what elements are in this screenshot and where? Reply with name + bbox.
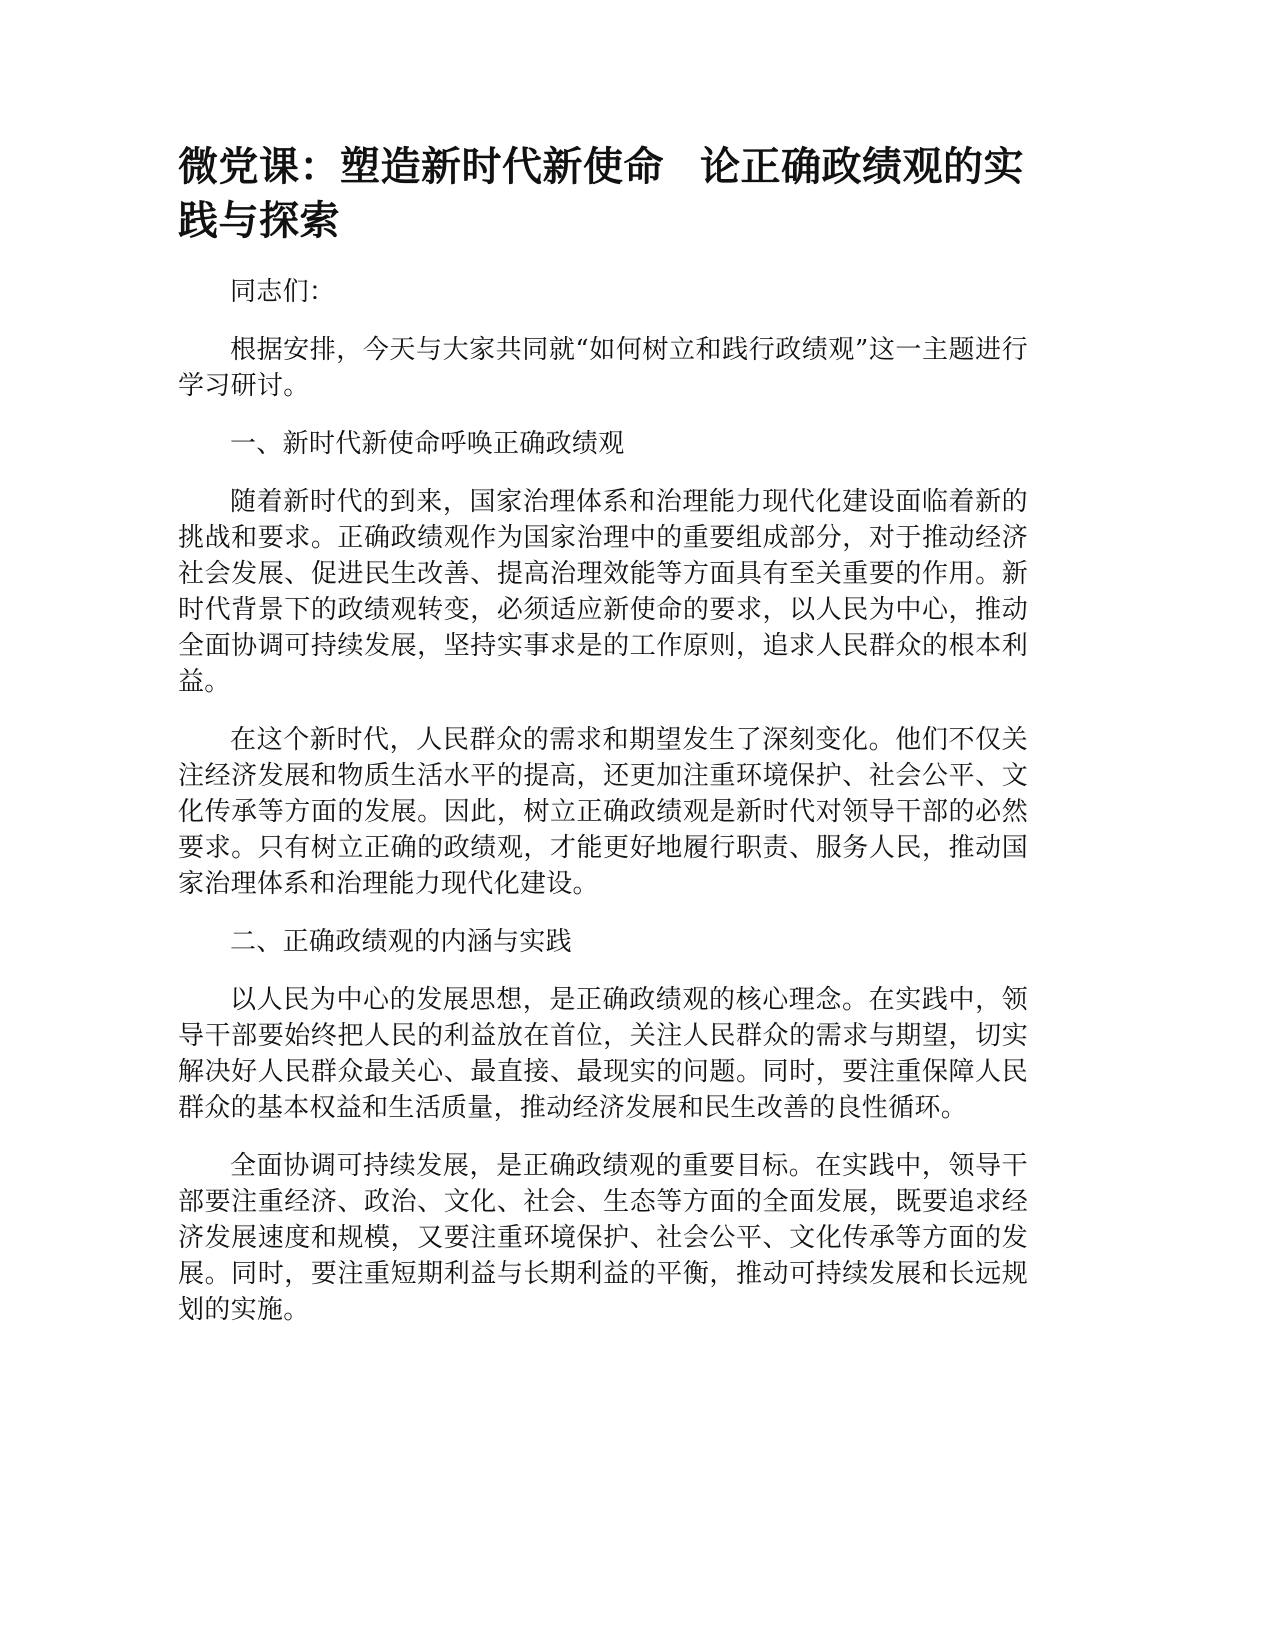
section-2-heading: 二、正确政绩观的内涵与实践 — [230, 927, 572, 957]
section-2-paragraph-2: 全面协调可持续发展，是正确政绩观的重要目标。在实践中，领导干部要注重经济、政治、文化、社会、生态等方面的全面发展，既要追求经济发展速度和规模，又要注重环境保护、社会公平、文化传承等方面的发展。同时，要注重短期利益与长期利益的平衡，推动可持续发展和长远规划的实施。 — [178, 1151, 1028, 1325]
section-2-paragraph-1: 以人民为中心的发展思想，是正确政绩观的核心理念。在实践中，领导干部要始终把人民的利益放在首位，关注人民群众的需求与期望，切实解决好人民群众最关心、最直接、最现实的问题。同时，要注重保障人民群众的基本权益和生活质量，推动经济发展和民生改善的良性循环。 — [178, 985, 1028, 1123]
title-part-2: 论正确政绩观的实践与探索 — [178, 144, 1024, 244]
title-part-1: 微党课：塑造新时代新使命 — [178, 144, 664, 190]
document-page — [178, 140, 1028, 1350]
document-title — [178, 140, 1028, 248]
greeting: 同志们： — [230, 277, 336, 307]
section-1-heading: 一、新时代新使命呼唤正确政绩观 — [230, 429, 625, 459]
section-1-paragraph-2: 在这个新时代，人民群众的需求和期望发生了深刻变化。他们不仅关注经济发展和物质生活水平的提高，还更加注重环境保护、社会公平、文化传承等方面的发展。因此，树立正确政绩观是新时代对领导干部的必然要求。只有树立正确的政绩观，才能更好地履行职责、服务人民，推动国家治理体系和治理能力现代化建设。 — [178, 725, 1028, 899]
section-1-paragraph-1: 随着新时代的到来，国家治理体系和治理能力现代化建设面临着新的挑战和要求。正确政绩观作为国家治理中的重要组成部分，对于推动经济社会发展、促进民生改善、提高治理效能等方面具有至关重要的作用。新时代背景下的政绩观转变，必须适应新使命的要求，以人民为中心，推动全面协调可持续发展，坚持实事求是的工作原则，追求人民群众的根本利益。 — [178, 487, 1028, 697]
intro-paragraph: 根据安排，今天与大家共同就“如何树立和践行政绩观”这一主题进行学习研讨。 — [178, 335, 1028, 401]
